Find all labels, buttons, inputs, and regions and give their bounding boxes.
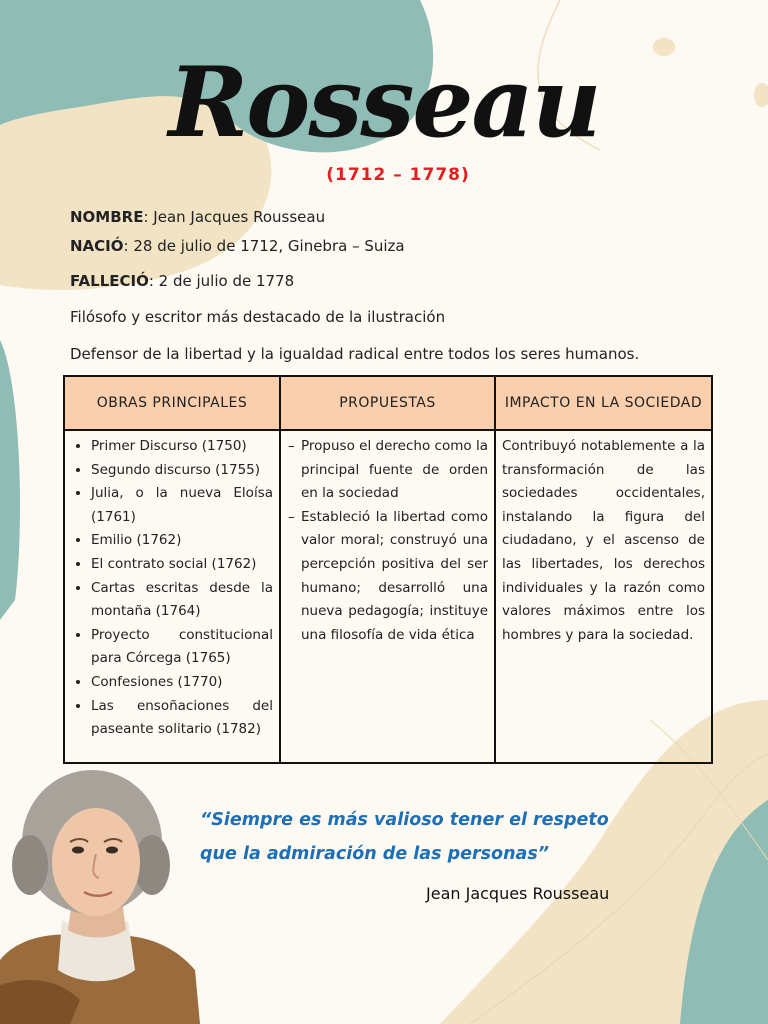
page-title: Rosseau bbox=[168, 46, 600, 159]
life-years: (1712 – 1778) bbox=[326, 165, 470, 185]
cell-impacto bbox=[495, 430, 712, 763]
cell-obras bbox=[64, 430, 280, 763]
header-propuestas: PROPUESTAS bbox=[280, 376, 495, 430]
proposals-list bbox=[287, 435, 488, 647]
nombre-value: Jean Jacques Rousseau bbox=[153, 208, 326, 226]
list-item: • Las ensoñaciones del paseante solitario (1782) bbox=[91, 695, 273, 742]
summary-table bbox=[63, 375, 711, 764]
header-obras: OBRAS PRINCIPALES bbox=[64, 376, 280, 430]
info-fallecio: FALLECIÓ: 2 de julio de 1778 bbox=[70, 272, 295, 290]
list-item: • Primer Discurso (1750) bbox=[91, 435, 273, 459]
list-item: • Proyecto constitucional para Córcega (1765) bbox=[91, 624, 273, 671]
info-nombre: NOMBRE: Jean Jacques Rousseau bbox=[70, 208, 326, 226]
list-item: – Propuso el derecho como la principal fuente de orden en la sociedad bbox=[301, 435, 488, 506]
nacio-value: 28 de julio de 1712, Ginebra – Suiza bbox=[133, 237, 405, 255]
header-impacto: IMPACTO EN LA SOCIEDAD bbox=[495, 376, 712, 430]
portrait-image bbox=[0, 770, 200, 1024]
nombre-label: NOMBRE bbox=[70, 208, 144, 226]
list-item: • El contrato social (1762) bbox=[91, 553, 273, 577]
info-nacio: NACIÓ: 28 de julio de 1712, Ginebra – Suiza bbox=[70, 237, 405, 255]
table-row bbox=[64, 430, 712, 763]
cell-propuestas bbox=[280, 430, 495, 763]
list-item: • Confesiones (1770) bbox=[91, 671, 273, 695]
list-item: • Cartas escritas desde la montaña (1764) bbox=[91, 577, 273, 624]
nacio-label: NACIÓ bbox=[70, 237, 124, 255]
list-item: • Segundo discurso (1755) bbox=[91, 459, 273, 483]
fallecio-value: 2 de julio de 1778 bbox=[158, 272, 295, 290]
works-list bbox=[71, 435, 273, 742]
quote-text: “Siempre es más valioso tener el respeto que la admiración de las personas” bbox=[200, 810, 609, 864]
list-item: • Emilio (1762) bbox=[91, 529, 273, 553]
impact-text: Contribuyó notablemente a la transformación de las sociedades occidentales, instalando la figura del ciudadano, y el ascenso de las libertades, los derechos individuales y la razón como valores máximos entre los hombres y para la sociedad. bbox=[502, 438, 705, 643]
quote-author: Jean Jacques Rousseau bbox=[426, 884, 610, 903]
info-line-defender: Defensor de la libertad y la igualdad radical entre todos los seres humanos. bbox=[70, 345, 640, 363]
fallecio-label: FALLECIÓ bbox=[70, 272, 149, 290]
list-item: – Estableció la libertad como valor moral; construyó una percepción positiva del ser humano; desarrolló una nueva pedagogía; instituye una filosofía de vida ética bbox=[301, 506, 488, 648]
list-item: • Julia, o la nueva Eloísa (1761) bbox=[91, 482, 273, 529]
table-header-row bbox=[64, 376, 712, 430]
info-line-philosopher: Filósofo y escritor más destacado de la ilustración bbox=[70, 308, 446, 326]
